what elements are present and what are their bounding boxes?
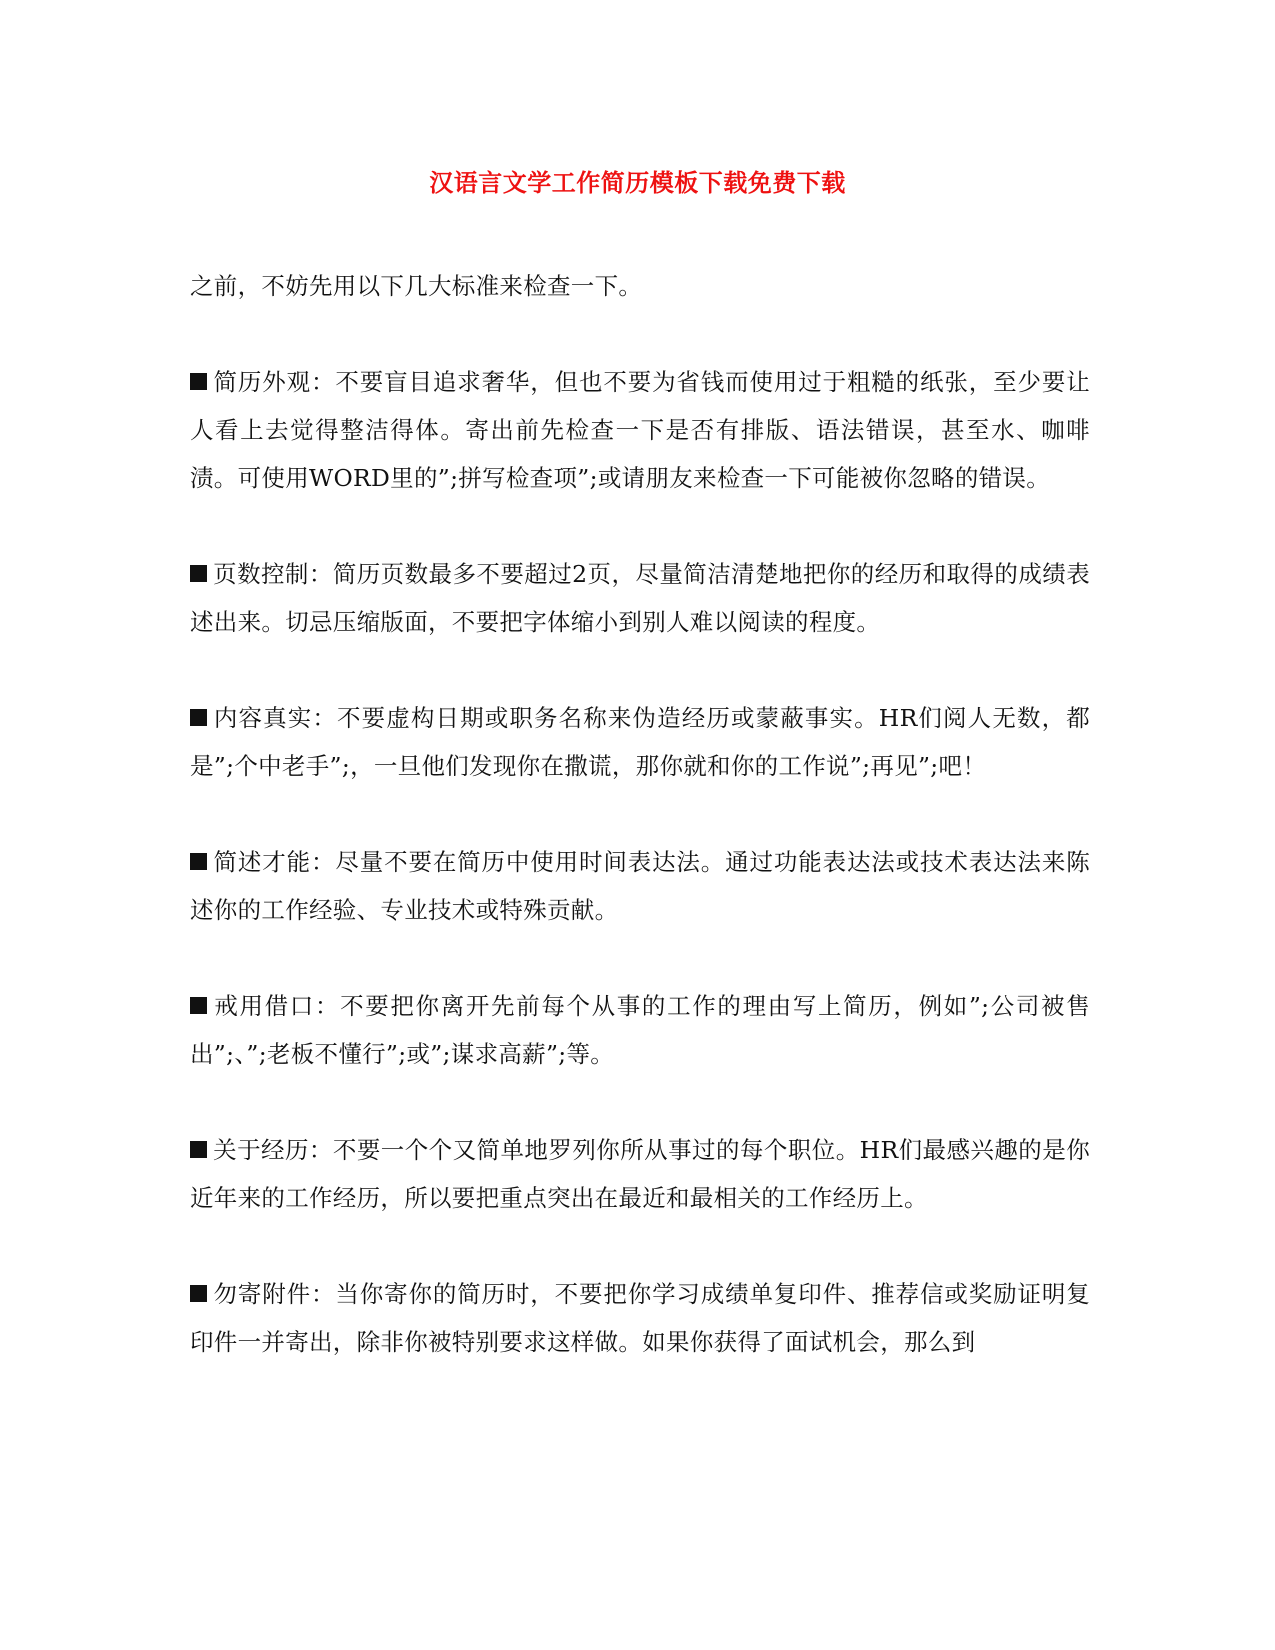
intro-paragraph: 之前，不妨先用以下几大标准来检查一下。	[190, 272, 643, 300]
section-text: 不要一个个又简单地罗列你所从事过的每个职位。HR们最感兴趣的是你近年来的工作经历，所以要把重点突出在最近和最相关的工作经历上。	[190, 1136, 1090, 1212]
square-bullet-icon	[190, 1141, 207, 1158]
section-text: 尽量不要在简历中使用时间表达法。通过功能表达法或技术表达法来陈述你的工作经验、专业技术或特殊贡献。	[190, 848, 1090, 924]
square-bullet-icon	[190, 373, 207, 390]
section-heading: 关于经历：	[213, 1136, 333, 1164]
section-text: 不要虚构日期或职务名称来伪造经历或蒙蔽事实。HR们阅人无数，都是”;个中老手”;，一旦他们发现你在撒谎，那你就和你的工作说”;再见”;吧！	[190, 704, 1090, 780]
section-heading: 内容真实：	[213, 704, 337, 732]
section-text: 当你寄你的简历时，不要把你学习成绩单复印件、推荐信或奖励证明复印件一并寄出，除非你被特别要求这样做。如果你获得了面试机会，那么到	[190, 1280, 1090, 1356]
section-paragraph	[190, 982, 1090, 1078]
section-heading: 勿寄附件：	[213, 1280, 336, 1308]
section-paragraph	[190, 1126, 1090, 1222]
document-body	[190, 262, 1090, 1414]
document-title: 汉语言文学工作简历模板下载免费下载	[429, 168, 846, 197]
section-text: 不要把你离开先前每个从事的工作的理由写上简历，例如”;公司被售出”;、”;老板不懂行”;或”;谋求高薪”;等。	[190, 992, 1091, 1068]
square-bullet-icon	[190, 853, 207, 870]
square-bullet-icon	[190, 709, 207, 726]
section-text: 简历页数最多不要超过2页，尽量简洁清楚地把你的经历和取得的成绩表述出来。切忌压缩版面，不要把字体缩小到别人难以阅读的程度。	[190, 560, 1090, 636]
section-heading: 简述才能：	[213, 848, 336, 876]
section-paragraph	[190, 1270, 1090, 1366]
section-heading: 戒用借口：	[213, 992, 341, 1020]
section-heading: 简历外观：	[213, 368, 336, 396]
section-heading: 页数控制：	[213, 560, 333, 588]
section-paragraph	[190, 838, 1090, 934]
section-paragraph	[190, 358, 1090, 502]
square-bullet-icon	[190, 997, 207, 1014]
section-text: 不要盲目追求奢华，但也不要为省钱而使用过于粗糙的纸张，至少要让人看上去觉得整洁得体。寄出前先检查一下是否有排版、语法错误，甚至水、咖啡渍。可使用WORD里的”;拼写检查项”;或请朋友来检查一下可能被你忽略的错误。	[190, 368, 1090, 492]
section-paragraph	[190, 694, 1090, 790]
section-paragraph	[190, 550, 1090, 646]
square-bullet-icon	[190, 565, 207, 582]
square-bullet-icon	[190, 1285, 207, 1302]
